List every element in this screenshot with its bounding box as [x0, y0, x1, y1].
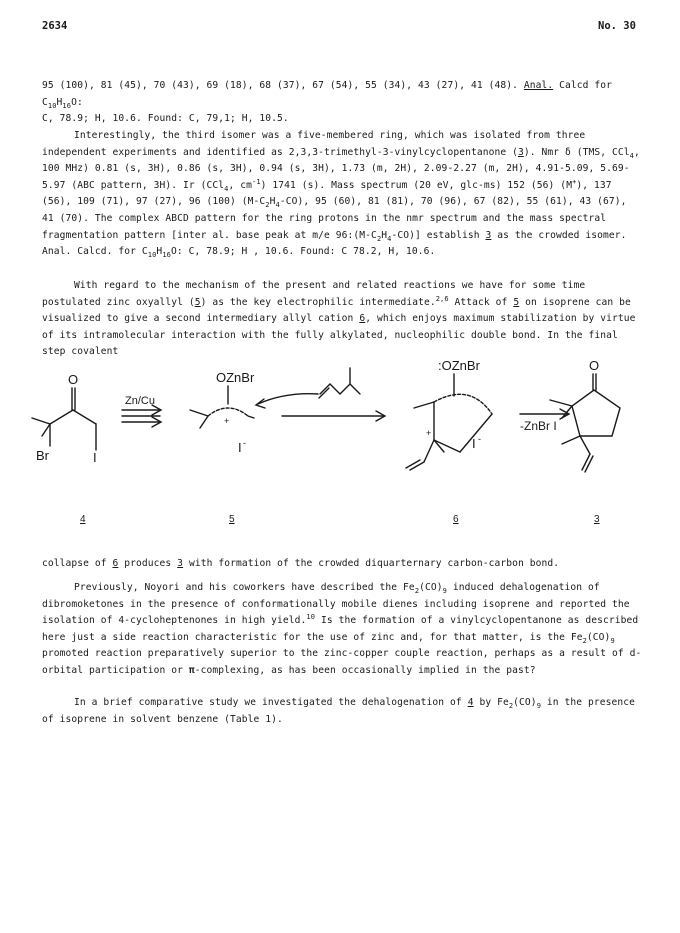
- subscript: 2: [582, 636, 587, 645]
- text: -complexing, as has been occasionally implied in the past?: [194, 664, 536, 676]
- superscript: +: [572, 177, 577, 186]
- subscript: 4: [387, 234, 392, 243]
- iodine-label: I: [93, 450, 97, 465]
- compound-label-5: 5: [229, 514, 235, 525]
- text: -CO), 95 (60), 81 (81), 70 (96), 67 (82), 55 (61), 43 (67), 41 (70). The complex ABCD pattern for the ring protons in the nmr spectrum and the mass spectral fragmentation pattern [inter al. base peak at m/e 96:(M-C: [42, 196, 627, 241]
- reaction-arrow-long: [282, 411, 385, 421]
- scheme-drawing: [30, 352, 660, 527]
- subscript: 4: [275, 201, 280, 210]
- isoprene-structure: [256, 368, 360, 408]
- subscript: 9: [536, 701, 542, 710]
- text: H: [381, 229, 388, 241]
- text: induced dehalogenation of dibromoketones in the presence of conformationally mobile dienes including isoprene and reported the isolation of 4-cycloheptenones in high yield.: [42, 582, 630, 627]
- text: Interestingly, the third isomer was a five-membered ring, which was isolated from three independent experiments and identified as 2,3,3-trimethyl-3-vinylcyclopentanone (: [42, 130, 586, 158]
- compound-ref: 3: [517, 146, 524, 158]
- paragraph-third-isomer: [42, 128, 642, 261]
- text: , 100 MHz) 0.81 (s, 3H), 0.86 (s, 3H), 0.94 (s, 3H), 1.73 (m, 2H), 2.09-2.27 (m, 2H), 4.91-5.09, 5.69-5.97 (ABC pattern, 3H). Ir (CCl: [42, 146, 640, 191]
- minus-sup: -: [243, 438, 246, 448]
- text: in the presence of isoprene in solvent benzene (Table 1).: [42, 697, 636, 725]
- text: (CO): [513, 697, 537, 708]
- text: (CO): [586, 631, 611, 643]
- ozn-label: OZnBr: [216, 370, 255, 385]
- compound-ref: 3: [177, 558, 184, 569]
- paragraph-comparative: [42, 695, 642, 728]
- subscript: 9: [442, 586, 447, 595]
- subscript: 9: [610, 636, 615, 645]
- text: , cm: [228, 179, 252, 191]
- compound-label-6: 6: [453, 514, 459, 525]
- carbonyl-o-label-3: O: [589, 358, 600, 373]
- formula-sub: 16: [62, 101, 72, 110]
- ms-data-line: 95 (100), 81 (45), 70 (43), 69 (18), 68 (37), 67 (54), 55 (34), 43 (27), 41 (48).: [42, 80, 518, 91]
- subscript: 16: [162, 251, 171, 260]
- text: ) as the key electrophilic intermediate.: [200, 296, 436, 308]
- citation: 2,6: [435, 294, 449, 303]
- reagent-arrows: [122, 405, 161, 427]
- paragraph-noyori: [42, 580, 642, 680]
- minus-sup-6: -: [478, 434, 481, 444]
- carbonyl-o-label: O: [68, 372, 79, 387]
- text: H: [156, 246, 163, 258]
- subscript: 2: [414, 586, 420, 595]
- paragraph-mechanism: [42, 278, 642, 361]
- text: by Fe: [473, 697, 509, 708]
- superscript: -1: [252, 177, 261, 186]
- compound-ref: 5: [513, 296, 520, 308]
- compound-ref: 5: [194, 296, 201, 308]
- compound-ref: 4: [467, 697, 474, 708]
- text: promoted reaction preparatively superior to the zinc-copper couple reaction, perhaps as a result of d-orbital participation or: [42, 648, 642, 676]
- elimination-label: -ZnBr I: [520, 419, 557, 433]
- compound-4-structure: [32, 388, 96, 450]
- text: ) 1741 (s). Mass spectrum (20 eV, glc-ms) 152 (56) (M: [260, 179, 573, 191]
- compound-5-structure: [190, 386, 254, 428]
- compound-ref: 6: [112, 558, 119, 569]
- compound-6-structure: [406, 374, 492, 470]
- mass-spec-continuation: [42, 78, 642, 128]
- text: Attack of: [448, 296, 514, 308]
- ozn-label-6: :OZnBr: [438, 358, 480, 373]
- iodide-counterion-6: I: [472, 436, 476, 451]
- pi-symbol: π: [188, 664, 195, 676]
- text: O: C, 78.9; H , 10.6. Found: C 78.2, H, 10.6.: [170, 246, 436, 258]
- compound-3-structure: [550, 374, 620, 472]
- text: ). Nmr δ (TMS, CCl: [523, 146, 630, 158]
- text: with formation of the crowded diquarternary carbon-carbon bond.: [183, 558, 560, 569]
- text: With regard to the mechanism of the present and related reactions we have for some time postulated zinc oxyallyl (: [42, 280, 586, 308]
- compound-label-3: 3: [594, 514, 600, 525]
- compound-ref: 6: [359, 313, 366, 325]
- analysis-line: C, 78.9; H, 10.6. Found: C, 79,1; H, 10.5.: [42, 113, 289, 125]
- plus-charge-6: +: [426, 428, 432, 438]
- bromine-label: Br: [36, 448, 49, 463]
- formula-o: O:: [71, 96, 83, 108]
- iodide-counterion: I: [238, 440, 242, 455]
- subscript: 2: [265, 201, 270, 210]
- text: -CO)] establish: [391, 229, 486, 241]
- formula-h: H: [56, 96, 63, 108]
- journal-issue: No. 30: [598, 20, 636, 32]
- subscript: 4: [224, 184, 229, 193]
- paragraph-collapse: [42, 556, 642, 573]
- text: (CO): [419, 582, 443, 593]
- subscript: 2: [508, 701, 514, 710]
- text: In a brief comparative study we investigated the dehalogenation of: [74, 697, 468, 708]
- text: collapse of: [42, 558, 113, 569]
- page-number: 2634: [42, 20, 68, 32]
- text: Is the formation of a vinylcyclopentanone as described here just a side reaction characteristic for the use of zinc and, for that matter, is the Fe: [42, 615, 639, 643]
- anal-label: Anal.: [523, 80, 554, 91]
- text: Previously, Noyori and his coworkers have described the Fe: [74, 582, 415, 593]
- subscript: 4: [629, 151, 634, 160]
- text: on isoprene can be visualized to give a second intermediary allyl cation: [42, 296, 631, 325]
- text: ), 137 (56), 109 (71), 97 (27), 96 (100) (M-C: [42, 179, 612, 208]
- text: , which enjoys maximum stabilization by virtue of its intramolecular interaction with the fully alkylated, nucleophilic double bond. In the final step covalent: [42, 313, 636, 358]
- compound-label-4: 4: [80, 514, 86, 525]
- plus-charge: +: [224, 416, 230, 426]
- compound-ref: 3: [485, 229, 492, 241]
- text: as the crowded isomer. Anal. Calcd. for C: [42, 229, 627, 258]
- subscript: 10: [147, 251, 157, 260]
- reagent-label: Zn/Cu: [125, 395, 155, 407]
- text: produces: [118, 558, 178, 569]
- reaction-scheme: [30, 352, 660, 527]
- subscript: 2: [376, 234, 382, 243]
- calcd-text: Calcd for C: [42, 80, 613, 108]
- citation: 10: [306, 613, 316, 621]
- text: H: [269, 196, 276, 208]
- formula-sub: 10: [47, 101, 57, 110]
